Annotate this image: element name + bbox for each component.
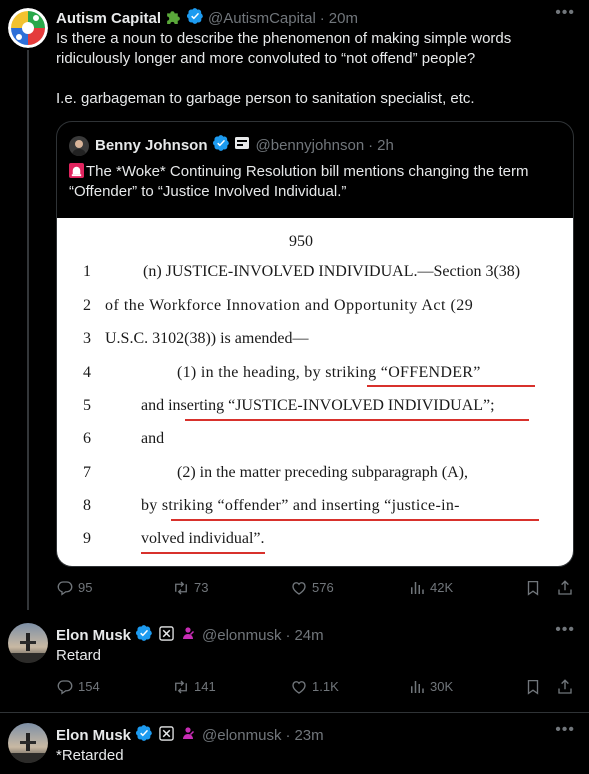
share-button[interactable]: [556, 678, 578, 696]
document-line: and: [141, 430, 165, 447]
like-count: 576: [312, 580, 334, 595]
line-number: 8: [83, 497, 91, 514]
reply-button[interactable]: [56, 579, 92, 597]
document-line: (n) JUSTICE-INVOLVED INDIVIDUAL.—Section 3(38): [143, 263, 521, 280]
author-name[interactable]: Autism Capital: [56, 10, 162, 27]
timestamp[interactable]: 23m: [294, 727, 324, 744]
more-options-icon[interactable]: •••: [555, 621, 575, 638]
author-handle[interactable]: @elonmusk: [202, 727, 282, 744]
separator-dot: ·: [368, 137, 374, 154]
repost-count: 141: [194, 679, 216, 694]
more-options-icon[interactable]: •••: [555, 721, 575, 738]
affiliate-badge-icon: [234, 135, 250, 157]
verified-icon: [186, 7, 204, 31]
thread-line: [27, 50, 29, 610]
views-icon: [408, 579, 426, 597]
more-options-icon[interactable]: •••: [555, 4, 575, 21]
document-line: of the Workforce Innovation and Opportunity Act (29: [105, 297, 474, 314]
line-number: 5: [83, 397, 91, 414]
post-elon-musk-followup[interactable]: [0, 717, 589, 774]
line-number: 6: [83, 430, 91, 447]
share-icon: [556, 579, 574, 597]
quote-text: [69, 162, 565, 202]
post-text-line: ridiculously longer and more convoluted to “not offend” people?: [56, 50, 476, 67]
document-line: volved individual”.: [141, 530, 265, 547]
government-badge-icon: [180, 725, 196, 747]
like-button[interactable]: [290, 579, 334, 597]
quoted-post[interactable]: [56, 121, 574, 567]
separator-dot: ·: [285, 627, 291, 644]
line-number: 7: [83, 464, 91, 481]
like-icon: [290, 678, 308, 696]
post-actions: [52, 678, 582, 700]
post-text: *Retarded: [56, 747, 124, 764]
avatar-elon-musk[interactable]: [8, 723, 48, 763]
quote-header: [69, 134, 394, 158]
repost-count: 73: [194, 580, 209, 595]
page-number: 950: [289, 233, 313, 250]
document-line: U.S.C. 3102(38)) is amended—: [105, 330, 309, 347]
document-line: (1) in the heading, by striking “OFFENDER”: [177, 364, 481, 381]
reply-icon: [56, 678, 74, 696]
document-line: and inserting “JUSTICE-INVOLVED INDIVIDUAL”;: [141, 397, 495, 414]
post-text-line: I.e. garbageman to garbage person to sanitation specialist, etc.: [56, 90, 475, 107]
post-actions: [52, 579, 582, 601]
bookmark-icon: [524, 579, 542, 597]
views-button[interactable]: [408, 579, 453, 597]
share-icon: [556, 678, 574, 696]
quote-timestamp: 2h: [377, 137, 394, 154]
timestamp[interactable]: 24m: [294, 627, 324, 644]
reply-button[interactable]: [56, 678, 100, 696]
reply-count: 95: [78, 580, 93, 595]
verified-icon: [135, 724, 153, 748]
document-line: (2) in the matter preceding subparagraph (A),: [177, 464, 468, 481]
puzzle-piece-icon: [165, 8, 182, 31]
post-header: [56, 624, 324, 648]
reply-count: 154: [78, 679, 100, 694]
author-name[interactable]: Elon Musk: [56, 727, 132, 744]
avatar-autism-capital[interactable]: [8, 8, 48, 48]
line-number: 1: [83, 263, 91, 280]
timestamp[interactable]: 20m: [328, 10, 358, 27]
view-count: 42K: [430, 580, 454, 595]
post-header: [56, 7, 358, 31]
views-button[interactable]: [408, 678, 453, 696]
bookmark-button[interactable]: [524, 579, 546, 597]
avatar-elon-musk[interactable]: [8, 623, 48, 663]
line-number: 9: [83, 530, 91, 547]
author-handle[interactable]: @elonmusk: [202, 627, 282, 644]
bill-document-image[interactable]: [57, 218, 574, 567]
views-icon: [408, 678, 426, 696]
red-underline: [367, 385, 535, 387]
author-name[interactable]: Elon Musk: [56, 627, 132, 644]
red-underline: [185, 419, 529, 421]
bookmark-icon: [524, 678, 542, 696]
government-badge-icon: [180, 625, 196, 647]
quote-text-line: The *Woke* Continuing Resolution bill mentions changing the term: [86, 163, 529, 180]
quote-text-line: “Offender” to “Justice Involved Individual.”: [69, 183, 347, 200]
view-count: 30K: [430, 679, 454, 694]
red-underline: [171, 519, 539, 521]
like-count: 1.1K: [312, 679, 339, 694]
verified-icon: [212, 134, 230, 158]
x-logo-icon: [159, 726, 174, 747]
avatar-benny-johnson: [69, 136, 89, 156]
quote-author-handle: @bennyjohnson: [255, 137, 365, 154]
like-button[interactable]: [290, 678, 339, 696]
line-number: 3: [83, 330, 91, 347]
line-number: 4: [83, 364, 91, 381]
divider: [0, 712, 589, 713]
repost-icon: [172, 678, 190, 696]
quote-author-name[interactable]: Benny Johnson: [95, 137, 208, 154]
like-icon: [290, 579, 308, 597]
post-elon-musk-reply[interactable]: [0, 617, 589, 717]
bookmark-button[interactable]: [524, 678, 546, 696]
repost-button[interactable]: [172, 579, 208, 597]
line-number: 2: [83, 297, 91, 314]
siren-icon: [69, 163, 84, 178]
repost-button[interactable]: [172, 678, 216, 696]
post-text: Retard: [56, 647, 102, 664]
author-handle[interactable]: @AutismCapital: [208, 10, 316, 27]
document-line: by striking “offender” and inserting “justice-in-: [141, 497, 460, 514]
x-logo-icon: [159, 626, 174, 647]
red-underline: [141, 552, 265, 554]
reply-icon: [56, 579, 74, 597]
share-button[interactable]: [556, 579, 578, 597]
post-text-line: Is there a noun to describe the phenomenon of making simple words: [56, 30, 512, 47]
verified-icon: [135, 624, 153, 648]
post-header: [56, 724, 324, 748]
repost-icon: [172, 579, 190, 597]
separator-dot: ·: [319, 10, 325, 27]
separator-dot: ·: [285, 727, 291, 744]
